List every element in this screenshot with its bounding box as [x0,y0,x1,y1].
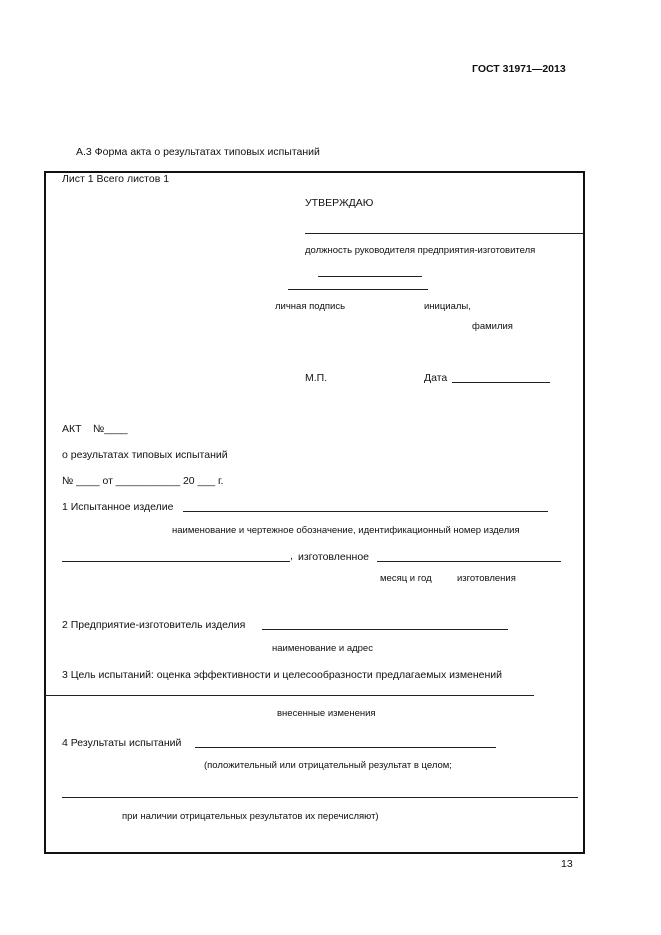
item2-label: 2 Предприятие-изготовитель изделия [62,619,246,631]
item1-continuation-line [62,561,290,562]
standard-header: ГОСТ 31971—2013 [472,63,566,75]
date-line [452,382,550,383]
position-caption: должность руководителя предприятия-изготовителя [305,245,536,256]
act-number: №____ [93,423,128,435]
item4-label: 4 Результаты испытаний [62,737,182,749]
signature-line [318,276,422,277]
item3-line [45,695,534,696]
item1-caption: наименование и чертежное обозначение, идентификационный номер изделия [172,525,520,536]
item4-caption-continuation: при наличии отрицательных результатов их перечисляют) [122,811,379,822]
initials-line [288,289,428,290]
stamp-label: М.П. [305,372,328,384]
page-number: 13 [561,858,573,870]
signature-caption: личная подпись [275,301,346,312]
position-line [305,233,583,234]
sheet-info: Лист 1 Всего листов 1 [62,173,170,185]
act-label: АКТ [62,423,82,435]
item4-line [195,747,496,748]
manufactured-line [377,561,561,562]
date-label: Дата [424,372,448,384]
item3-text: 3 Цель испытаний: оценка эффективности и целесообразности предлагаемых изменений [62,669,503,681]
approve-label: УТВЕРЖДАЮ [305,197,374,209]
month-year-caption: месяц и год [380,573,432,584]
item1-label: 1 Испытанное изделие [62,501,174,513]
item1-line [183,511,548,512]
act-subject: о результатах типовых испытаний [62,449,228,461]
item2-caption: наименование и адрес [272,643,373,654]
item4-caption: (положительный или отрицательный результат в целом; [204,760,452,771]
manufactured-label: изготовленное [298,551,369,563]
initials-caption: инициалы, [424,301,471,312]
item3-caption: внесенные изменения [277,708,376,719]
act-date-line: № ____ от ___________ 20 ___ г. [62,475,224,487]
item4-continuation-line [62,797,578,798]
surname-caption: фамилия [472,321,513,332]
comma: , [290,550,293,562]
manufacture-caption: изготовления [457,573,516,584]
section-title: А.3 Форма акта о результатах типовых испытаний [76,146,320,158]
item2-line [262,629,508,630]
